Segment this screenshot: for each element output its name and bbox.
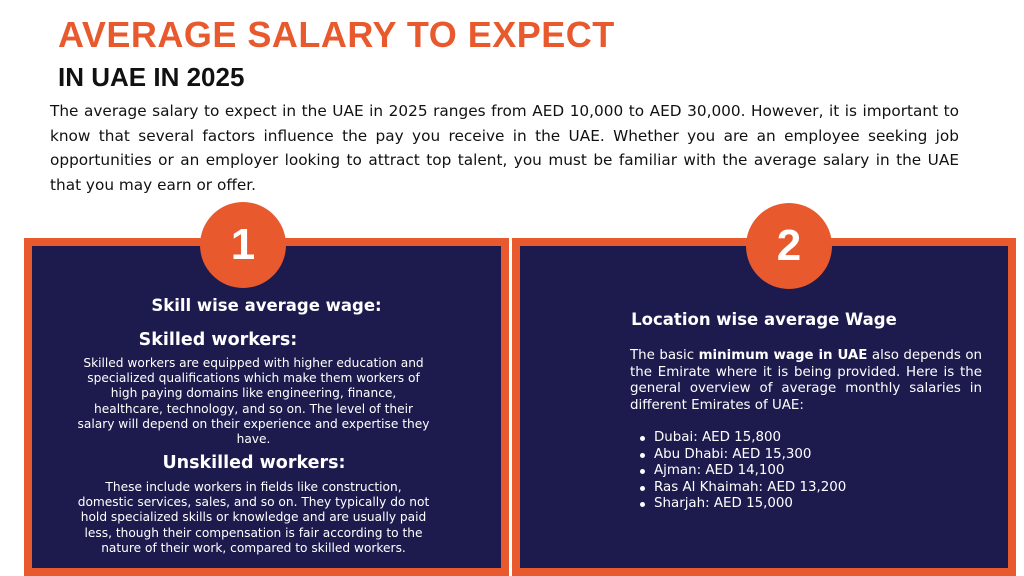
page-title: AVERAGE SALARY TO EXPECT [58,14,615,55]
list-item: Ras Al Khaimah: AED 13,200 [654,479,847,495]
minimum-wage-highlight: minimum wage in UAE [698,348,868,363]
page-subtitle: IN UAE IN 2025 [58,62,245,92]
location-intro-start: The basic [630,348,699,363]
location-wage-intro [630,348,982,414]
skilled-workers-title: Skilled workers: [138,330,298,350]
skill-wage-heading: Skill wise average wage: [151,296,382,315]
list-item: Dubai: AED 15,800 [654,430,846,447]
location-intro-end: also depends on the Emirate where it is being provided. Here is the general overview of average monthly salaries in different Emirates of UAE: [630,348,983,413]
location-wage-panel-body [520,246,1008,568]
intro-paragraph: The average salary to expect in the UAE in 2025 ranges from AED 10,000 to AED 30,000. However, it is important to know that several factors influence the pay you receive in the UAE. Whether you are an employee seeking job opportunities or an employer looking to attract top talent, you must be familiar with the average salary in the UAE that you may earn or offer. [50,102,959,194]
skill-wage-panel [24,238,509,576]
skill-wage-panel-body [32,246,501,568]
list-item: Ajman: AED 14,100 [654,463,846,480]
number-badge-2: 2 [746,203,832,289]
unskilled-workers-title: Unskilled workers: [162,453,346,473]
number-badge-1: 1 [200,202,286,288]
list-item: Sharjah: AED 15,000 [654,496,846,513]
skilled-workers-text: Skilled workers are equipped with higher education and specialized qualifications which make them workers of high paying domains like engineering, finance, healthcare, technology, and so on. The level of their salary will depend on their experience and expertise they have. [77,356,430,447]
emirate-salary-list [630,430,846,513]
location-wage-panel [512,238,1016,576]
location-wage-heading: Location wise average Wage [631,310,897,329]
unskilled-workers-text: These include workers in fields like construction, domestic services, sales, and so on. They typically do not hold specialized skills or knowledge and are usually paid less, though their compensation is fair according to the nature of their work, compared to skilled workers. [77,480,430,555]
list-item: Abu Dhabi: AED 15,300 [654,447,846,464]
